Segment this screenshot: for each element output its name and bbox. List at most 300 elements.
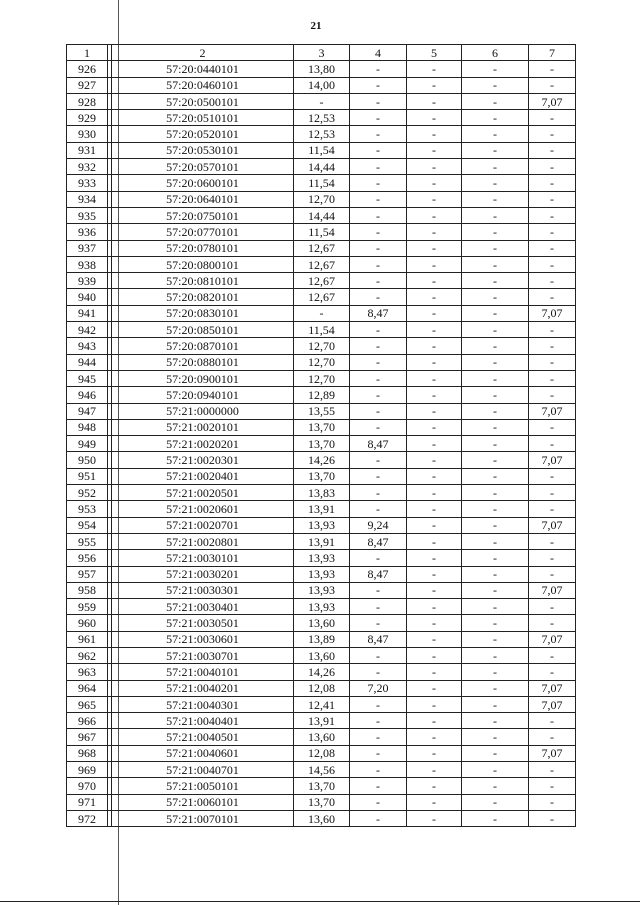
value-4-cell: - [350,338,407,354]
value-4-cell: - [350,191,407,207]
value-7-cell: - [529,647,576,663]
value-7-cell: - [529,599,576,615]
value-7-cell: - [529,810,576,826]
row-number-cell: 963 [67,664,108,680]
value-4-cell: - [350,664,407,680]
value-5-cell: - [407,387,462,403]
row-number-cell: 936 [67,224,108,240]
value-7-cell: - [529,762,576,778]
value-5-cell: - [407,762,462,778]
table-row [67,647,576,663]
table-row [67,419,576,435]
value-4-cell: 8,47 [350,631,407,647]
value-5-cell: - [407,647,462,663]
row-number-cell: 966 [67,713,108,729]
value-3-cell: 12,70 [294,354,350,370]
value-5-cell: - [407,810,462,826]
table-row [67,631,576,647]
cadastral-code-cell: 57:20:0750101 [112,207,294,223]
table-row [67,713,576,729]
value-5-cell: - [407,159,462,175]
value-4-cell: - [350,647,407,663]
row-number-cell: 939 [67,273,108,289]
value-6-cell: - [462,533,529,549]
table-row [67,452,576,468]
value-6-cell: - [462,550,529,566]
value-7-cell: - [529,224,576,240]
value-6-cell: - [462,452,529,468]
value-3-cell: 12,89 [294,387,350,403]
row-number-cell: 965 [67,696,108,712]
value-4-cell: - [350,501,407,517]
value-4-cell: - [350,387,407,403]
cadastral-code-cell: 57:20:0880101 [112,354,294,370]
value-6-cell: - [462,664,529,680]
row-number-cell: 935 [67,207,108,223]
cadastral-code-cell: 57:21:0020601 [112,501,294,517]
value-7-cell: 7,07 [529,452,576,468]
cadastral-code-cell: 57:20:0640101 [112,191,294,207]
value-3-cell: - [294,93,350,109]
value-4-cell: - [350,322,407,338]
table-row [67,305,576,321]
cadastral-code-cell: 57:21:0040601 [112,745,294,761]
value-6-cell: - [462,305,529,321]
table-row [67,354,576,370]
value-4-cell: 8,47 [350,305,407,321]
value-4-cell: - [350,550,407,566]
table-row [67,517,576,533]
row-number-cell: 930 [67,126,108,142]
table-row [67,485,576,501]
table-row [67,322,576,338]
row-number-cell: 964 [67,680,108,696]
value-5-cell: - [407,240,462,256]
table-row [67,566,576,582]
cadastral-code-cell: 57:20:0460101 [112,77,294,93]
value-6-cell: - [462,77,529,93]
value-7-cell: - [529,61,576,77]
value-3-cell: 11,54 [294,175,350,191]
value-3-cell: 14,44 [294,207,350,223]
value-6-cell: - [462,729,529,745]
value-7-cell: - [529,468,576,484]
table-row [67,582,576,598]
value-5-cell: - [407,61,462,77]
column-header-4: 4 [350,45,407,61]
value-7-cell: - [529,615,576,631]
value-7-cell: - [529,370,576,386]
value-7-cell: - [529,436,576,452]
cadastral-code-cell: 57:20:0570101 [112,159,294,175]
value-7-cell: 7,07 [529,631,576,647]
value-4-cell: - [350,468,407,484]
value-4-cell: 9,24 [350,517,407,533]
value-7-cell: - [529,485,576,501]
row-number-cell: 958 [67,582,108,598]
value-4-cell: - [350,175,407,191]
table-row [67,224,576,240]
table-row [67,273,576,289]
value-7-cell: - [529,126,576,142]
value-7-cell: - [529,273,576,289]
value-5-cell: - [407,566,462,582]
table-row [67,61,576,77]
cadastral-code-cell: 57:20:0770101 [112,224,294,240]
cadastral-code-cell: 57:21:0030701 [112,647,294,663]
value-5-cell: - [407,599,462,615]
row-number-cell: 968 [67,745,108,761]
table-row [67,599,576,615]
value-3-cell: 14,26 [294,664,350,680]
cadastral-code-cell: 57:20:0810101 [112,273,294,289]
value-6-cell: - [462,436,529,452]
value-7-cell: 7,07 [529,696,576,712]
row-number-cell: 934 [67,191,108,207]
cadastral-code-cell: 57:21:0020501 [112,485,294,501]
value-7-cell: - [529,729,576,745]
value-7-cell: - [529,664,576,680]
row-number-cell: 941 [67,305,108,321]
value-4-cell: - [350,126,407,142]
value-5-cell: - [407,501,462,517]
value-4-cell: 8,47 [350,566,407,582]
value-4-cell: - [350,794,407,810]
value-4-cell: - [350,354,407,370]
table-row [67,778,576,794]
cadastral-code-cell: 57:21:0040101 [112,664,294,680]
value-3-cell: 13,70 [294,778,350,794]
value-4-cell: - [350,729,407,745]
cadastral-code-cell: 57:20:0820101 [112,289,294,305]
value-6-cell: - [462,485,529,501]
page-bottom-edge [0,901,640,902]
row-number-cell: 928 [67,93,108,109]
table-row [67,468,576,484]
value-6-cell: - [462,680,529,696]
registry-table [66,44,576,827]
value-3-cell: 13,89 [294,631,350,647]
table-row [67,175,576,191]
row-number-cell: 929 [67,110,108,126]
value-4-cell: - [350,142,407,158]
value-3-cell: 11,54 [294,224,350,240]
value-6-cell: - [462,159,529,175]
table-row [67,126,576,142]
value-4-cell: - [350,713,407,729]
column-header-1: 1 [67,45,108,61]
value-6-cell: - [462,419,529,435]
value-6-cell: - [462,810,529,826]
value-7-cell: - [529,338,576,354]
row-number-cell: 946 [67,387,108,403]
value-4-cell: - [350,419,407,435]
value-7-cell: - [529,191,576,207]
value-3-cell: 13,55 [294,403,350,419]
cadastral-code-cell: 57:20:0510101 [112,110,294,126]
value-3-cell: 13,60 [294,615,350,631]
value-7-cell: - [529,778,576,794]
value-4-cell: - [350,762,407,778]
value-6-cell: - [462,647,529,663]
table-row [67,501,576,517]
cadastral-code-cell: 57:21:0020301 [112,452,294,468]
value-7-cell: - [529,110,576,126]
cadastral-code-cell: 57:20:0600101 [112,175,294,191]
value-5-cell: - [407,468,462,484]
value-5-cell: - [407,436,462,452]
table-row [67,110,576,126]
table-header-row [67,45,576,61]
table-row [67,550,576,566]
value-3-cell: 12,08 [294,745,350,761]
value-3-cell: 11,54 [294,322,350,338]
value-5-cell: - [407,794,462,810]
row-number-cell: 954 [67,517,108,533]
value-3-cell: 12,70 [294,370,350,386]
table-row [67,387,576,403]
value-3-cell: 12,70 [294,338,350,354]
value-7-cell: - [529,207,576,223]
value-7-cell: 7,07 [529,680,576,696]
row-number-cell: 938 [67,256,108,272]
value-7-cell: - [529,77,576,93]
value-5-cell: - [407,745,462,761]
value-3-cell: 12,67 [294,289,350,305]
value-7-cell: - [529,175,576,191]
table-row [67,289,576,305]
value-6-cell: - [462,468,529,484]
row-number-cell: 931 [67,142,108,158]
row-number-cell: 947 [67,403,108,419]
value-5-cell: - [407,110,462,126]
value-4-cell: - [350,485,407,501]
value-4-cell: - [350,240,407,256]
value-6-cell: - [462,778,529,794]
value-3-cell: 14,00 [294,77,350,93]
column-header-2: 2 [112,45,294,61]
row-number-cell: 961 [67,631,108,647]
value-7-cell: - [529,794,576,810]
value-3-cell: 12,70 [294,191,350,207]
value-7-cell: - [529,240,576,256]
cadastral-code-cell: 57:21:0040701 [112,762,294,778]
value-5-cell: - [407,403,462,419]
value-5-cell: - [407,289,462,305]
value-7-cell: - [529,387,576,403]
value-4-cell: - [350,207,407,223]
cadastral-code-cell: 57:21:0020101 [112,419,294,435]
value-4-cell: - [350,615,407,631]
row-number-cell: 959 [67,599,108,615]
value-6-cell: - [462,142,529,158]
value-5-cell: - [407,533,462,549]
value-6-cell: - [462,224,529,240]
value-7-cell: 7,07 [529,93,576,109]
cadastral-code-cell: 57:21:0020701 [112,517,294,533]
row-number-cell: 972 [67,810,108,826]
table-row [67,159,576,175]
value-6-cell: - [462,354,529,370]
value-4-cell: 8,47 [350,533,407,549]
value-3-cell: 12,53 [294,126,350,142]
value-4-cell: - [350,61,407,77]
value-4-cell: - [350,370,407,386]
value-4-cell: - [350,582,407,598]
row-number-cell: 940 [67,289,108,305]
cadastral-code-cell: 57:20:0780101 [112,240,294,256]
cadastral-code-cell: 57:20:0520101 [112,126,294,142]
cadastral-code-cell: 57:21:0050101 [112,778,294,794]
table-row [67,680,576,696]
value-5-cell: - [407,485,462,501]
value-7-cell: 7,07 [529,582,576,598]
cadastral-code-cell: 57:21:0040201 [112,680,294,696]
value-3-cell: 13,60 [294,647,350,663]
value-5-cell: - [407,778,462,794]
value-6-cell: - [462,501,529,517]
value-5-cell: - [407,696,462,712]
value-5-cell: - [407,126,462,142]
value-4-cell: - [350,77,407,93]
cadastral-code-cell: 57:21:0030501 [112,615,294,631]
value-3-cell: 13,93 [294,550,350,566]
value-4-cell: 7,20 [350,680,407,696]
table-row [67,664,576,680]
value-7-cell: - [529,142,576,158]
value-5-cell: - [407,93,462,109]
value-6-cell: - [462,713,529,729]
cadastral-code-cell: 57:20:0940101 [112,387,294,403]
value-7-cell: - [529,289,576,305]
value-5-cell: - [407,419,462,435]
value-3-cell: 13,70 [294,419,350,435]
table-row [67,338,576,354]
row-number-cell: 969 [67,762,108,778]
value-5-cell: - [407,713,462,729]
value-6-cell: - [462,696,529,712]
value-6-cell: - [462,191,529,207]
value-4-cell: - [350,273,407,289]
cadastral-code-cell: 57:21:0040501 [112,729,294,745]
value-5-cell: - [407,729,462,745]
cadastral-code-cell: 57:21:0030101 [112,550,294,566]
cadastral-code-cell: 57:21:0030301 [112,582,294,598]
cadastral-code-cell: 57:21:0040401 [112,713,294,729]
value-3-cell: 12,08 [294,680,350,696]
value-7-cell: 7,07 [529,745,576,761]
value-6-cell: - [462,240,529,256]
value-5-cell: - [407,191,462,207]
value-5-cell: - [407,517,462,533]
value-4-cell: - [350,93,407,109]
value-6-cell: - [462,370,529,386]
value-7-cell: - [529,256,576,272]
table-row [67,745,576,761]
value-3-cell: 12,53 [294,110,350,126]
value-7-cell: - [529,550,576,566]
cadastral-code-cell: 57:21:0040301 [112,696,294,712]
row-number-cell: 948 [67,419,108,435]
row-number-cell: 942 [67,322,108,338]
value-6-cell: - [462,207,529,223]
value-5-cell: - [407,175,462,191]
table-row [67,191,576,207]
value-3-cell: 14,44 [294,159,350,175]
table-row [67,370,576,386]
value-5-cell: - [407,680,462,696]
cadastral-code-cell: 57:21:0030401 [112,599,294,615]
value-5-cell: - [407,631,462,647]
row-number-cell: 949 [67,436,108,452]
table-row [67,729,576,745]
value-6-cell: - [462,387,529,403]
table-row [67,93,576,109]
row-number-cell: 932 [67,159,108,175]
value-5-cell: - [407,305,462,321]
table-row [67,240,576,256]
column-header-3: 3 [294,45,350,61]
value-3-cell: 14,26 [294,452,350,468]
value-3-cell: 13,93 [294,599,350,615]
value-6-cell: - [462,762,529,778]
value-7-cell: - [529,322,576,338]
row-number-cell: 950 [67,452,108,468]
value-6-cell: - [462,582,529,598]
value-5-cell: - [407,142,462,158]
value-6-cell: - [462,566,529,582]
value-3-cell: 13,93 [294,566,350,582]
row-number-cell: 956 [67,550,108,566]
cadastral-code-cell: 57:21:0060101 [112,794,294,810]
value-7-cell: - [529,713,576,729]
row-number-cell: 951 [67,468,108,484]
value-3-cell: 13,70 [294,468,350,484]
value-6-cell: - [462,403,529,419]
value-4-cell: - [350,452,407,468]
cadastral-code-cell: 57:20:0800101 [112,256,294,272]
value-5-cell: - [407,77,462,93]
value-6-cell: - [462,599,529,615]
value-3-cell: 13,91 [294,713,350,729]
value-5-cell: - [407,256,462,272]
value-7-cell: - [529,566,576,582]
value-4-cell: - [350,403,407,419]
cadastral-code-cell: 57:21:0030201 [112,566,294,582]
value-6-cell: - [462,794,529,810]
value-5-cell: - [407,273,462,289]
table-row [67,142,576,158]
value-3-cell: 12,67 [294,273,350,289]
column-header-6: 6 [462,45,529,61]
table-row [67,207,576,223]
row-number-cell: 927 [67,77,108,93]
value-6-cell: - [462,256,529,272]
value-5-cell: - [407,224,462,240]
value-3-cell: 14,56 [294,762,350,778]
row-number-cell: 967 [67,729,108,745]
row-number-cell: 926 [67,61,108,77]
row-number-cell: 943 [67,338,108,354]
cadastral-code-cell: 57:21:0020801 [112,533,294,549]
value-3-cell: 13,91 [294,501,350,517]
value-3-cell: 13,70 [294,436,350,452]
page-number: 21 [310,20,322,32]
value-7-cell: - [529,501,576,517]
value-6-cell: - [462,110,529,126]
cadastral-code-cell: 57:21:0020201 [112,436,294,452]
value-5-cell: - [407,452,462,468]
